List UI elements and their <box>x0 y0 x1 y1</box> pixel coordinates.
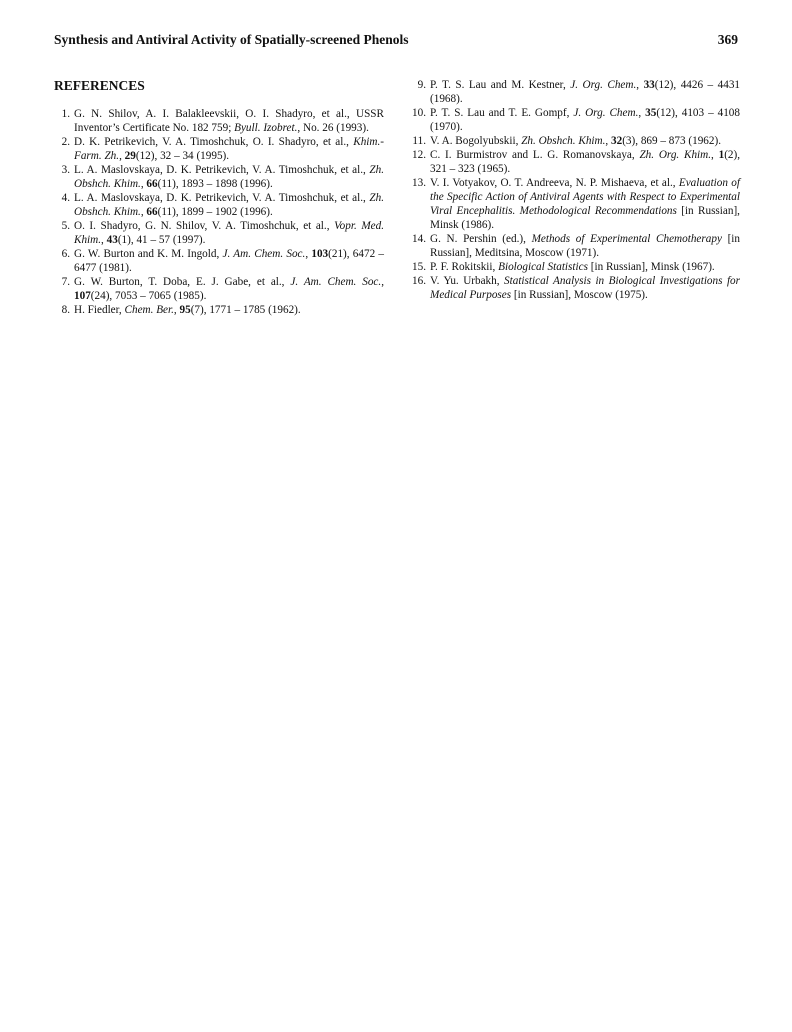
reference-volume: 66 <box>146 206 158 218</box>
reference-source-italic: Biological Statistics <box>498 261 588 273</box>
reference-number: 3. <box>61 164 70 176</box>
reference-item <box>54 247 384 275</box>
reference-text <box>74 276 384 302</box>
reference-text-run: D. K. Petrikevich, V. A. Timoshchuk, O. I. Shadyro, et al., <box>74 136 354 148</box>
reference-source-italic: J. Org. Chem. <box>573 107 639 119</box>
reference-text-run: , <box>101 234 107 246</box>
reference-number: 2. <box>61 136 70 148</box>
reference-text-run: L. A. Maslovskaya, D. K. Petrikevich, V. A. Timoshchuk, et al., <box>74 192 370 204</box>
reference-text-run: V. A. Bogolyubskii, <box>430 135 522 147</box>
references-column-left <box>54 78 384 317</box>
reference-number: 14. <box>412 233 426 245</box>
reference-text-run: P. T. S. Lau and T. E. Gompf, <box>430 107 574 119</box>
reference-text-run: , <box>140 178 147 190</box>
reference-text <box>430 233 740 259</box>
page-header <box>54 32 738 52</box>
reference-number: 7. <box>61 276 70 288</box>
reference-volume: 33 <box>643 79 655 91</box>
reference-number: 5. <box>61 220 70 232</box>
reference-item <box>54 163 384 191</box>
reference-text-run: V. Yu. Urbakh, <box>430 275 505 287</box>
reference-text-run: (24), 7053 – 7065 (1985). <box>90 290 207 302</box>
reference-source-italic: Vopr. Med. Khim. <box>74 220 384 246</box>
reference-text-run: P. F. Rokitskii, <box>430 261 499 273</box>
reference-text-run: , <box>711 149 719 161</box>
reference-text-run: G. N. Pershin (ed.), <box>430 233 532 245</box>
running-title: Synthesis and Antiviral Activity of Spatially-screened Phenols <box>54 32 409 47</box>
reference-text-run: G. W. Burton and K. M. Ingold, <box>74 248 223 260</box>
reference-list-right <box>410 78 740 302</box>
reference-number: 6. <box>61 248 70 260</box>
reference-number: 1. <box>61 108 70 120</box>
reference-text-run: [in Russian], Meditsina, Moscow (1971). <box>430 233 740 259</box>
reference-text-run: H. Fiedler, <box>74 304 125 316</box>
reference-text-run: (11), 1899 – 1902 (1996). <box>157 206 273 218</box>
reference-item <box>54 135 384 163</box>
reference-number: 13. <box>412 177 426 189</box>
reference-text <box>430 135 721 147</box>
reference-volume: 43 <box>106 234 118 246</box>
reference-text-run: (21), 6472 – 6477 (1981). <box>74 248 385 274</box>
reference-volume: 29 <box>124 150 136 162</box>
reference-text <box>74 220 384 246</box>
reference-text <box>430 107 740 133</box>
reference-volume: 107 <box>74 290 91 302</box>
reference-text-run: V. I. Votyakov, O. T. Andreeva, N. P. Mishaeva, et al., <box>430 177 679 189</box>
reference-item <box>54 303 384 317</box>
reference-text-run: C. I. Burmistrov and L. G. Romanovskaya, <box>430 149 640 161</box>
reference-text <box>430 275 740 301</box>
reference-text-run: O. I. Shadyro, G. N. Shilov, V. A. Timoshchuk, et al., <box>74 220 335 232</box>
reference-text <box>430 149 740 175</box>
reference-text-run: , <box>140 206 147 218</box>
reference-source-italic: Evaluation of the Specific Action of Antiviral Agents with Respect to Experimental Viral Encephalitis. Methodological Recommendations <box>430 177 740 217</box>
references-heading: REFERENCES <box>54 78 145 93</box>
reference-source-italic: J. Am. Chem. Soc. <box>222 248 306 260</box>
reference-item <box>54 191 384 219</box>
reference-number: 4. <box>61 192 70 204</box>
references-column-right <box>410 78 740 302</box>
reference-volume: 35 <box>645 107 657 119</box>
reference-text-run: P. T. S. Lau and M. Kestner, <box>430 79 571 91</box>
reference-text-run: (12), 32 – 34 (1995). <box>135 150 230 162</box>
reference-item <box>54 107 384 135</box>
reference-list-left <box>54 107 384 317</box>
reference-source-italic: Chem. Ber. <box>124 304 174 316</box>
reference-text-run: , <box>638 107 646 119</box>
reference-text-run: [in Russian], Minsk (1986). <box>430 205 740 231</box>
reference-volume: 103 <box>311 248 329 260</box>
reference-source-italic: Zh. Obshch. Khim. <box>521 135 606 147</box>
reference-text <box>74 136 384 162</box>
reference-item <box>54 219 384 247</box>
reference-volume: 32 <box>611 135 623 147</box>
reference-text-run: , <box>305 248 312 260</box>
reference-text-run: (7), 1771 – 1785 (1962). <box>190 304 301 316</box>
reference-volume: 1 <box>718 149 725 161</box>
reference-source-italic: J. Org. Chem. <box>570 79 637 91</box>
reference-text-run: (11), 1893 – 1898 (1996). <box>157 178 273 190</box>
reference-text <box>74 304 301 316</box>
reference-text-run: [in Russian], Moscow (1975). <box>511 289 648 301</box>
reference-text <box>430 79 740 105</box>
reference-item <box>410 134 740 148</box>
reference-text <box>430 177 740 231</box>
reference-text-run: , <box>381 276 384 288</box>
reference-text <box>74 108 384 134</box>
reference-text-run: G. N. Shilov, A. I. Balakleevskii, O. I. Shadyro, et al., USSR Inventor’s Certificate No. 182 759; <box>74 108 384 134</box>
reference-number: 8. <box>61 304 70 316</box>
reference-item <box>410 78 740 106</box>
reference-text-run: , No. 26 (1993). <box>297 122 369 134</box>
reference-volume: 95 <box>179 304 191 316</box>
reference-item <box>410 148 740 176</box>
reference-source-italic: Zh. Org. Khim. <box>639 149 712 161</box>
reference-text <box>430 261 715 273</box>
reference-source-italic: Byull. Izobret. <box>234 122 298 134</box>
reference-number: 15. <box>412 261 426 273</box>
reference-text <box>74 248 384 274</box>
reference-text-run: [in Russian], Minsk (1967). <box>587 261 715 273</box>
reference-source-italic: J. Am. Chem. Soc. <box>290 276 382 288</box>
reference-text-run: , <box>636 79 644 91</box>
reference-text-run: (1), 41 – 57 (1997). <box>117 234 206 246</box>
reference-text-run: , <box>605 135 612 147</box>
reference-source-italic: Zh. Obshch. Khim. <box>74 164 384 190</box>
reference-text-run: , <box>119 150 125 162</box>
reference-source-italic: Khim.-Farm. Zh. <box>74 136 384 162</box>
reference-number: 11. <box>412 135 426 147</box>
reference-text <box>74 164 384 190</box>
reference-item <box>410 106 740 134</box>
reference-source-italic: Methods of Experimental Chemotherapy <box>531 233 722 245</box>
reference-volume: 66 <box>146 178 158 190</box>
reference-source-italic: Statistical Analysis in Biological Investigations for Medical Purposes <box>430 275 741 301</box>
reference-text-run: (2), 321 – 323 (1965). <box>430 149 741 175</box>
reference-number: 12. <box>412 149 426 161</box>
reference-text-run: , <box>173 304 180 316</box>
reference-item <box>410 260 740 274</box>
reference-source-italic: Zh. Obshch. Khim. <box>74 192 384 218</box>
reference-item <box>410 232 740 260</box>
reference-number: 9. <box>417 79 426 91</box>
reference-text-run: (3), 869 – 873 (1962). <box>622 135 722 147</box>
reference-text-run: G. W. Burton, T. Doba, E. J. Gabe, et al., <box>74 276 291 288</box>
reference-text-run: (12), 4426 – 4431 (1968). <box>430 79 741 105</box>
reference-item <box>410 274 740 302</box>
reference-number: 16. <box>412 275 426 287</box>
reference-item <box>54 275 384 303</box>
reference-text <box>74 192 384 218</box>
reference-item <box>410 176 740 232</box>
reference-text-run: L. A. Maslovskaya, D. K. Petrikevich, V. A. Timoshchuk, et al., <box>74 164 370 176</box>
reference-number: 10. <box>412 107 426 119</box>
page-number: 369 <box>717 32 738 47</box>
reference-text-run: (12), 4103 – 4108 (1970). <box>430 107 740 133</box>
